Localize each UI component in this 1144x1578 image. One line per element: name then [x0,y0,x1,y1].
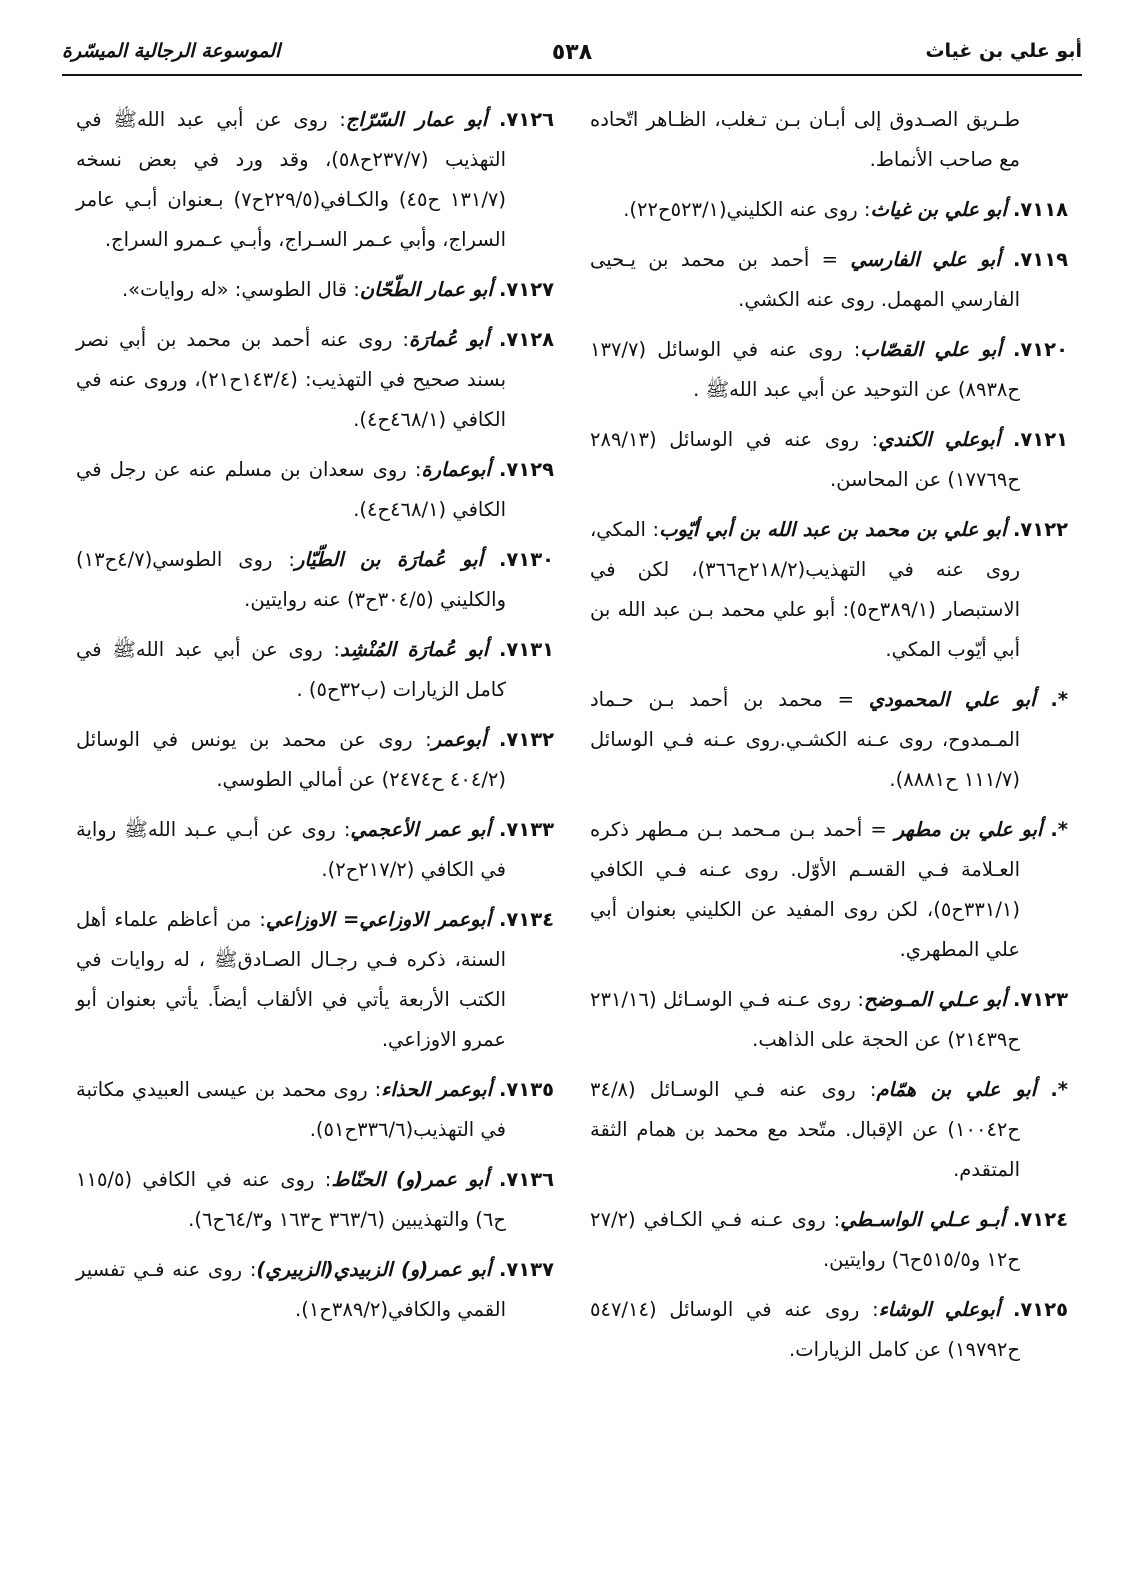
entry-text: : روى عنه الكليني(٥٢٣/١ح٢٢). [623,198,871,221]
entry-number: ٧١٢٨. [498,328,554,351]
entry-text: : روى عـنه فـي الوسـائل (٢٣١/١٦ ح٢١٤٣٩) عن الحجة على الذاهب. [590,988,1020,1051]
entry [590,680,1068,800]
entry-name: أبو علي بن غياث [870,198,1007,221]
entry-text: : روى عنه في الوسائل (١٣٧/٧ ح٨٩٣٨) عن التوحيد عن أبي عبد الله‏ﷺ . [590,338,1020,401]
entry-number: *. [1050,1078,1068,1101]
entry-text: : روى عنه فـي تفسير القمي والكافي(٣٨٩/٢ح١). [76,1258,506,1321]
entry-number: ٧١٣٢. [498,728,555,751]
entry-text: : روى عنه في الكافي (١١٥/٥ ح٦) والتهذيبين (٣٦٣/٦ ح١٦٣ و٦٤/٣ح٦). [76,1168,506,1231]
entry-name: أبو عمر(و) الحنّاط [331,1168,489,1191]
page-header [62,30,1082,76]
entry-text: : روى عنه في الوسائل (٥٤٧/١٤ ح١٩٧٩٢) عن كامل الزيارات. [590,1298,1020,1361]
entry-name: أبو عمر(و) الزبيدي(الزبيري) [256,1258,492,1281]
entry-text: : روى عن أبـي عـبد الله‏ﷺ رواية في الكافي (٢١٧/٢ح٢). [76,818,506,881]
entry-text: طـريق الصـدوق إلى أبـان بـن تـغلب، الظـاهر اتّحاده مع صاحب الأنماط. [590,108,1020,171]
entry-number: ٧١٢٧. [498,278,554,301]
entry [590,420,1068,500]
entry-name: أبوعلي الوشاء [878,1298,1001,1321]
entry-name: أبو علي بن مطهر [894,818,1043,841]
entry-name: أبو عُمارَة بن الطّيّار [294,548,483,571]
entry-name: أبو عمر الأعجمي [350,818,491,841]
entry-name: أبو عمار السّرّاج [345,108,488,131]
entry-number: ٧١٢٤. [1012,1208,1068,1231]
entry-number: ٧١٣٧. [498,1258,554,1281]
entry-text: : روى الطوسي(٤/٧ح١٣) والكليني (٣٠٤/٥ح٣) عنه روايتين. [76,548,506,611]
entry [76,320,554,440]
entry-number: *. [1050,818,1068,841]
entry-text: : روى عن محمد بن يونس في الوسائل (٤٠٤/٢ ح٢٤٧٤) عن أمالي الطوسي. [76,728,506,791]
entry-name: أبو عُمارَة [408,328,489,351]
entry-text: : روى عنه فـي الوسـائل (٣٤/٨ ح١٠٠٤٢) عن الإقبال. متّحد مع محمد بن همام الثقة المتقدم. [590,1078,1020,1181]
entry-number: ٧١٢٦. [498,108,554,131]
entry-name: أبو علي بن محمد بن عبد الله بن أبي أيّوب [659,518,1007,541]
entry-number: ٧١٣١. [498,638,554,661]
entry-number: ٧١٣٤. [498,908,554,931]
entry-name: أبو عـلي المـوضح [863,988,1007,1011]
entry-text: = أحمد بـن مـحمد بـن مـطهر ذكره العـلامة فـي القسـم الأوّل. روى عـنه فـي الكافي (٣٣١/١ح٥)، لكن روى المفيد عن الكليني بعنوان أبي علي المطهري. [590,818,1020,961]
entry-name: أبو علي المحمودي [868,688,1036,711]
entry-number: ٧١١٩. [1012,248,1069,271]
entry [590,510,1068,670]
entry-text: : روى عن أبي عبد الله‏ﷺ في كامل الزيارات (ب٣٢ح٥) . [76,638,506,701]
entry-text: : روى عـنه فـي الكـافي (٢٧/٢ ح١٢ و٥١٥/٥ح٦) روايتين. [590,1208,1020,1271]
entry-name: أبو عمار الطّحّان [359,278,493,301]
entry-text: = محمد بن أحمد بـن حـماد المـمدوح، روى عـنه الكشـي.روى عـنه فـي الوسائل (١١١/٧ ح٨٨٨١). [590,688,1020,791]
entry-number: ٧١٢٥. [1012,1298,1068,1321]
entry-number: ٧١٢٣. [1012,988,1068,1011]
entry-number: ٧١٢١. [1012,428,1069,451]
entry [590,330,1068,410]
entry [76,270,554,310]
entry [76,1160,554,1240]
entry-text: : روى محمد بن عيسى العبيدي مكاتبة في التهذيب(٣٣٦/٦ح٥١). [76,1078,506,1141]
entry-name: أبو علي القصّاب [860,338,1002,361]
entry-name: أبو علي الفارسي [850,248,1001,271]
entry [76,720,554,800]
entry [590,1200,1068,1280]
entry-number: ٧١٢٢. [1012,518,1068,541]
entry-name: أبو عُمارَة المُنْشِد [339,638,489,661]
entry-text: : قال الطوسي: «له روايات». [121,278,360,301]
entry [76,900,554,1060]
entry-name: أبوعمر الاوزاعي= الاوزاعي [265,908,492,931]
entry-name: أبو علي بن همّام [876,1078,1037,1101]
entry-name: أبوعمر الحذاء [381,1078,493,1101]
entry-number: ٧١٢٩. [498,458,554,481]
header-entry-title: أبو علي بن غياث [925,40,1082,62]
entry [590,1290,1068,1370]
entry-text: : روى عنه في الوسائل (٢٨٩/١٣ ح١٧٧٦٩) عن المحاسن. [590,428,1020,491]
entry-text: : من أعاظم علماء أهل السنة، ذكره فـي رجـال الصـادق‏ﷺ ، له روايات في الكتب الأربعة يأتي في الألقاب أيضاً. يأتي بعنوان أبو عمرو الاوزاعي. [76,908,506,1051]
entry-number: ٧١٣٣. [498,818,555,841]
entry-number: ٧١٣٦. [498,1168,554,1191]
entry-name: أبوعمارة [421,458,491,481]
entry-number: ٧١١٨. [1012,198,1068,221]
page-number: ٥٣٨ [551,40,593,65]
header-book-title: الموسوعة الرجالية الميسّرة [62,40,281,62]
entry-number: ٧١٣٠. [498,548,555,571]
entry-name: أبـو عـلي الواسـطي [840,1208,1006,1231]
entry-name: أبوعلي الكندي [878,428,1001,451]
entry [590,100,1068,180]
left-column [76,100,554,1340]
entry [76,1250,554,1330]
entry [590,190,1068,230]
entry-number: ٧١٣٥. [498,1078,554,1101]
entry [76,450,554,530]
entry-number: *. [1050,688,1068,711]
entry-text: = أحمد بن محمد بن يـحيى الفارسي المهمل. روى عنه الكشي. [590,248,1020,311]
entry-number: ٧١٢٠. [1012,338,1068,361]
entry [590,980,1068,1060]
entry [76,540,554,620]
right-column [590,100,1068,1380]
entry [76,1070,554,1150]
entry-text: : روى عن أبي عبد الله‏ﷺ في التهذيب (٢٣٧/٧ح٥٨)، وقد ورد في بعض نسخه (١٣١/٧ ح٤٥) والكـافي(٢٢٩/٥ح٧) بـعنوان أبـي عامر السراج، وأبي عـمر السـراج، وأبـي عـمرو السراج. [76,108,506,251]
entry [76,100,554,260]
entry [590,240,1068,320]
entry-text: : روى عنه أحمد بن محمد بن أبي نصر بسند صحيح في التهذيب: (١٤٣/٤ح٢١)، وروى عنه في الكافي (٤٦٨/١ح٤). [76,328,506,431]
entry-name: أبوعمر [431,728,487,751]
entry [590,810,1068,970]
entry [76,810,554,890]
entry-text: : روى سعدان بن مسلم عنه عن رجل في الكافي (٤٦٨/١ح٤). [76,458,506,521]
entry [76,630,554,710]
entry-text: : المكي، روى عنه في التهذيب(٢١٨/٢ح٣٦٦)، لكن في الاستبصار (٣٨٩/١ح٥): أبو علي محمد بـن عبد الله بن أبي أيّوب المكي. [590,518,1020,661]
entry [590,1070,1068,1190]
